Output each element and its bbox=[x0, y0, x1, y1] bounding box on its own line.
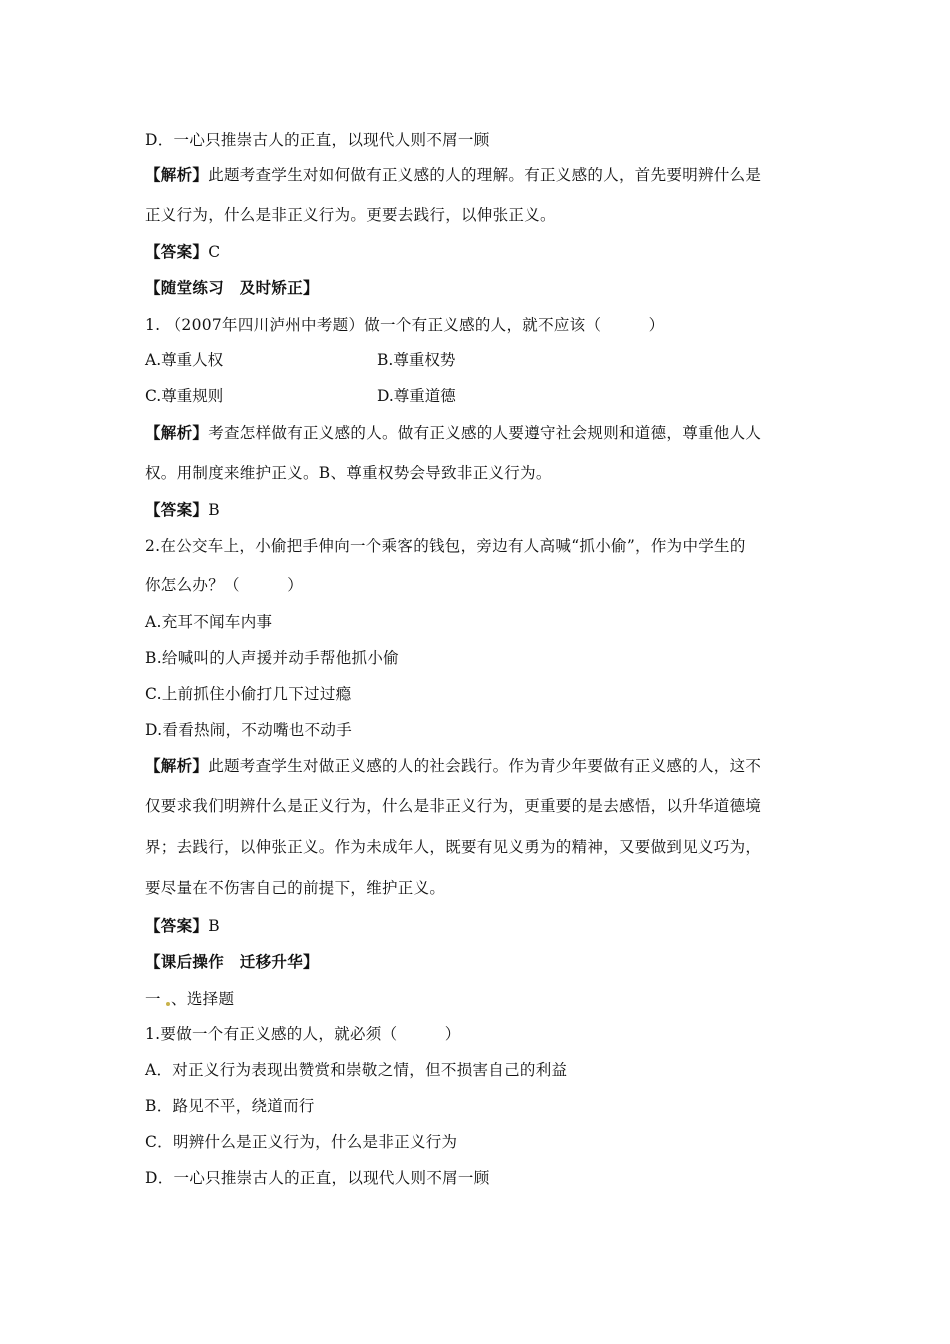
answer-line bbox=[145, 240, 220, 262]
text: 1.要做一个有正义感的人，就必须（ ） bbox=[145, 1025, 461, 1043]
answer-line bbox=[145, 498, 220, 520]
text: 权。用制度来维护正义。B、尊重权势会导致非正义行为。 bbox=[145, 464, 552, 482]
option-a: A.尊重人权 bbox=[145, 351, 224, 369]
option-b bbox=[145, 1094, 315, 1116]
text: 你怎么办？（ ） bbox=[145, 576, 304, 594]
answer-value: B bbox=[208, 501, 220, 519]
text: 考查怎样做有正义感的人。做有正义感的人要遵守社会规则和道德，尊重他人人 bbox=[208, 424, 762, 442]
analysis-line bbox=[145, 754, 761, 776]
analysis-line-cont bbox=[145, 461, 552, 483]
text: 、选择题 bbox=[171, 990, 235, 1008]
analysis-line-cont bbox=[145, 876, 445, 898]
dot-mark bbox=[166, 1002, 170, 1006]
analysis-line-cont bbox=[145, 835, 761, 857]
text: 正义行为，什么是非正义行为。更要去践行，以伸张正义。 bbox=[145, 206, 556, 224]
choice-heading bbox=[145, 987, 234, 1009]
question-1 bbox=[145, 313, 664, 335]
analysis-line-cont bbox=[145, 794, 761, 816]
text: 一 bbox=[145, 990, 161, 1008]
text: A.充耳不闻车内事 bbox=[145, 613, 273, 631]
text: 此题考查学生对如何做有正义感的人的理解。有正义感的人，首先要明辨什么是 bbox=[208, 166, 762, 184]
text: 要尽量在不伤害自己的前提下，维护正义。 bbox=[145, 879, 446, 897]
text: 【课后操作 迁移升华】 bbox=[145, 952, 319, 971]
option-b: B.尊重权势 bbox=[377, 351, 456, 369]
question-2 bbox=[145, 534, 746, 556]
analysis-line-cont bbox=[145, 203, 556, 225]
question-3 bbox=[145, 1022, 461, 1044]
option-b bbox=[145, 646, 399, 668]
option-c bbox=[145, 682, 351, 704]
option-c: C.尊重规则 bbox=[145, 387, 224, 405]
option-d bbox=[145, 718, 352, 740]
options-row-2 bbox=[145, 384, 845, 406]
answer-value: B bbox=[208, 917, 220, 935]
answer-value: C bbox=[208, 243, 221, 261]
text: D．一心只推崇古人的正直，以现代人则不屑一顾 bbox=[145, 1169, 490, 1187]
text: B．路见不平，绕道而行 bbox=[145, 1097, 315, 1115]
options-row-1 bbox=[145, 348, 845, 370]
text: 1. （2007年四川泸州中考题）做一个有正义感的人，就不应该（ ） bbox=[145, 316, 665, 334]
option-d: D.尊重道德 bbox=[377, 387, 456, 405]
analysis-tag: 【解析】 bbox=[145, 756, 209, 775]
answer-tag: 【答案】 bbox=[145, 916, 209, 935]
text: C．明辨什么是正义行为，什么是非正义行为 bbox=[145, 1133, 458, 1151]
section-heading bbox=[145, 950, 319, 972]
text: 仅要求我们明辨什么是正义行为，什么是非正义行为，更重要的是去感悟，以升华道德境 bbox=[145, 797, 762, 815]
option-a bbox=[145, 1058, 567, 1080]
text: 此题考查学生对做正义感的人的社会践行。作为青少年要做有正义感的人，这不 bbox=[208, 757, 762, 775]
answer-tag: 【答案】 bbox=[145, 242, 209, 261]
analysis-tag: 【解析】 bbox=[145, 165, 209, 184]
text: C.上前抓住小偷打几下过过瘾 bbox=[145, 685, 352, 703]
answer-line bbox=[145, 914, 220, 936]
analysis-line bbox=[145, 163, 761, 185]
text: B.给喊叫的人声援并动手帮他抓小偷 bbox=[145, 649, 399, 667]
text: 界；去践行，以伸张正义。作为未成年人，既要有见义勇为的精神，又要做到见义巧为， bbox=[145, 838, 762, 856]
answer-tag: 【答案】 bbox=[145, 500, 209, 519]
option-a bbox=[145, 610, 272, 632]
text: D.看看热闹，不动嘴也不动手 bbox=[145, 721, 353, 739]
option-d bbox=[145, 1166, 490, 1188]
text: D．一心只推崇古人的正直，以现代人则不屑一顾 bbox=[145, 131, 490, 149]
option-d-line bbox=[145, 128, 490, 150]
question-2-cont bbox=[145, 573, 303, 595]
analysis-tag: 【解析】 bbox=[145, 423, 209, 442]
text: A．对正义行为表现出赞赏和崇敬之情，但不损害自己的利益 bbox=[145, 1061, 568, 1079]
option-c bbox=[145, 1130, 457, 1152]
analysis-line bbox=[145, 421, 761, 443]
section-heading bbox=[145, 276, 319, 298]
text: 2.在公交车上，小偷把手伸向一个乘客的钱包，旁边有人高喊“抓小偷”，作为中学生的 bbox=[145, 537, 746, 555]
text: 【随堂练习 及时矫正】 bbox=[145, 278, 319, 297]
